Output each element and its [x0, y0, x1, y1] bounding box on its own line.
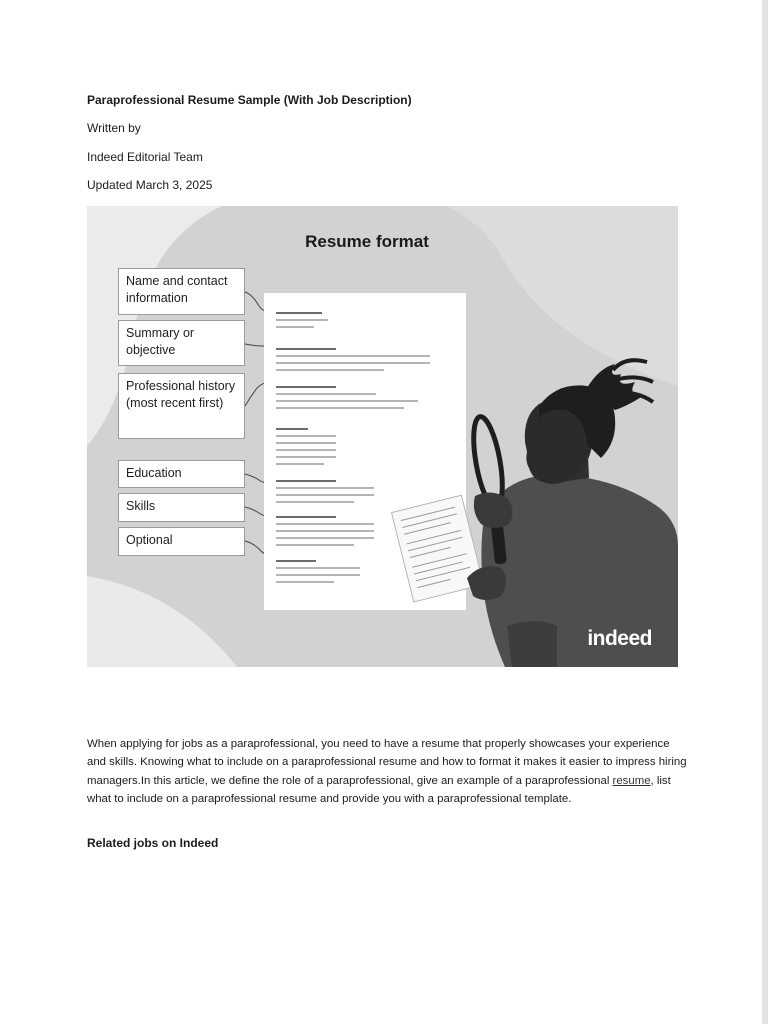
- resume-link[interactable]: resume: [612, 774, 651, 787]
- illustration-title: Resume format: [305, 232, 429, 251]
- intro-text-start: When applying for jobs as a paraprofessional, you need to have a resume that properly showcases your experience and skills. Knowing what to include on a paraprofessional resume and how to format it makes it easier to impress hiring managers.In this article, we define the role of a paraprofessional, give an example of a paraprofessional: [87, 738, 687, 787]
- person-with-magnifying-glass: [87, 206, 678, 667]
- intro-text-end: , list what to include on a paraprofessional resume and provide you with a paraprofessional template.: [87, 774, 671, 805]
- article-title: Paraprofessional Resume Sample (With Job Description): [87, 93, 412, 107]
- indeed-logo: indeed: [587, 627, 652, 650]
- label-name-contact: Name and contact information: [118, 268, 245, 315]
- author-name: Indeed Editorial Team: [87, 150, 203, 164]
- related-jobs-heading: Related jobs on Indeed: [87, 836, 219, 850]
- label-optional: Optional: [118, 527, 245, 556]
- label-education: Education: [118, 460, 245, 488]
- label-summary-objective: Summary or objective: [118, 320, 245, 366]
- scan-page-edge: [762, 0, 768, 1024]
- label-skills: Skills: [118, 493, 245, 522]
- written-by-label: Written by: [87, 121, 141, 135]
- resume-format-illustration: [87, 206, 678, 667]
- intro-paragraph: [87, 735, 687, 808]
- label-professional-history: Professional history (most recent first): [118, 373, 245, 439]
- updated-date: Updated March 3, 2025: [87, 178, 213, 192]
